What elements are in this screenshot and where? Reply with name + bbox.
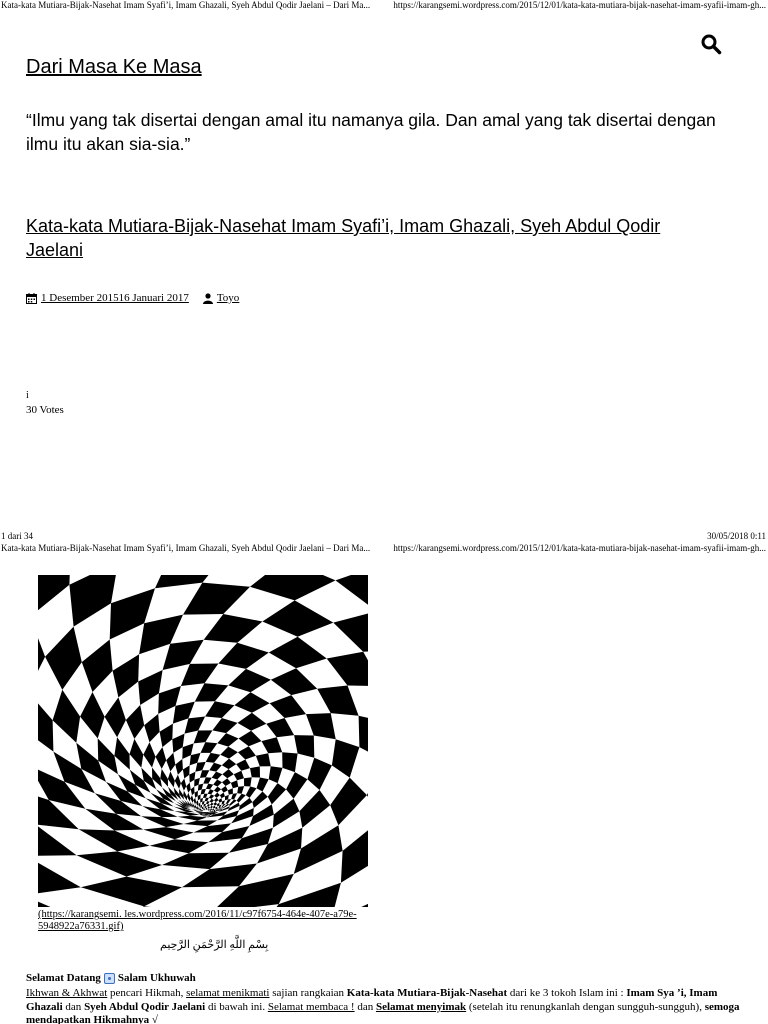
print-header-url: https://karangsemi.wordpress.com/2015/12/01/kata-kata-mutiara-bijak-nasehat-imam-syafii-imam-gh... — [393, 0, 766, 10]
user-icon — [203, 293, 213, 304]
vote-count: 30 Votes — [26, 404, 64, 416]
vote-info-icon[interactable]: i — [26, 390, 29, 401]
post-date-link[interactable]: 1 Desember 201516 Januari 2017 — [41, 292, 189, 304]
basmala-text: بِسْمِ اللَّهِ الرَّحْمَنِ الرَّحِيم — [160, 939, 269, 951]
print-header-title: Kata-kata Mutiara-Bijak-Nasehat Imam Syafi’i, Imam Ghazali, Syeh Abdul Qodir Jaelani – Dari Ma... — [1, 543, 371, 553]
print-header-page-2 — [0, 543, 768, 553]
post-meta — [26, 292, 239, 304]
site-tagline: “Ilmu yang tak disertai dengan amal itu namanya gila. Dan amal yang tak disertai dengan ilmu itu akan sia-sia.” — [26, 110, 716, 154]
ukhuwah-text: Salam Ukhuwah — [117, 972, 196, 984]
print-footer-page: 1 dari 34 — [1, 531, 33, 541]
print-header-url: https://karangsemi.wordpress.com/2015/12/01/kata-kata-mutiara-bijak-nasehat-imam-syafii-imam-gh... — [393, 543, 766, 553]
print-footer-datetime: 30/05/2018 0:11 — [707, 531, 766, 541]
image-source-link[interactable]: (https://karangsemi. les.wordpress.com/2016/11/c97f6754-464e-407e-a79e-5948922a76331.gif) — [38, 909, 357, 932]
calendar-icon — [26, 293, 37, 304]
post-title-link[interactable]: Kata-kata Mutiara-Bijak-Nasehat Imam Syafi’i, Imam Ghazali, Syeh Abdul Qodir Jaelani — [26, 216, 661, 260]
optical-illusion-image[interactable] — [38, 575, 368, 907]
search-icon[interactable] — [700, 33, 722, 55]
intro-paragraph: Ikhwan & Akhwat pencari Hikmah, selamat menikmati sajian rangkaian Kata-kata Mutiara-Bijak-Nasehat dari ke 3 tokoh Islam ini : Imam Sya ’i, Imam Ghazali dan Syeh Abdul Qodir Jaelani di bawah ini. Selamat membaca ! dan Selamat menyimak (setelah itu renungkanlah dengan sungguh-sungguh), semoga mendapatkan Hikmahnya √ — [26, 987, 740, 1024]
emoji-icon — [104, 973, 115, 984]
pattern-tile — [250, 766, 260, 777]
welcome-text: Selamat Datang — [26, 972, 101, 984]
welcome-line — [26, 972, 196, 984]
site-title-link[interactable]: Dari Masa Ke Masa — [26, 56, 202, 78]
print-footer — [0, 531, 768, 541]
print-header — [0, 0, 768, 10]
post-author-link[interactable]: Toyo — [216, 292, 240, 304]
print-header-title: Kata-kata Mutiara-Bijak-Nasehat Imam Syafi’i, Imam Ghazali, Syeh Abdul Qodir Jaelani – Dari Ma... — [1, 0, 371, 10]
